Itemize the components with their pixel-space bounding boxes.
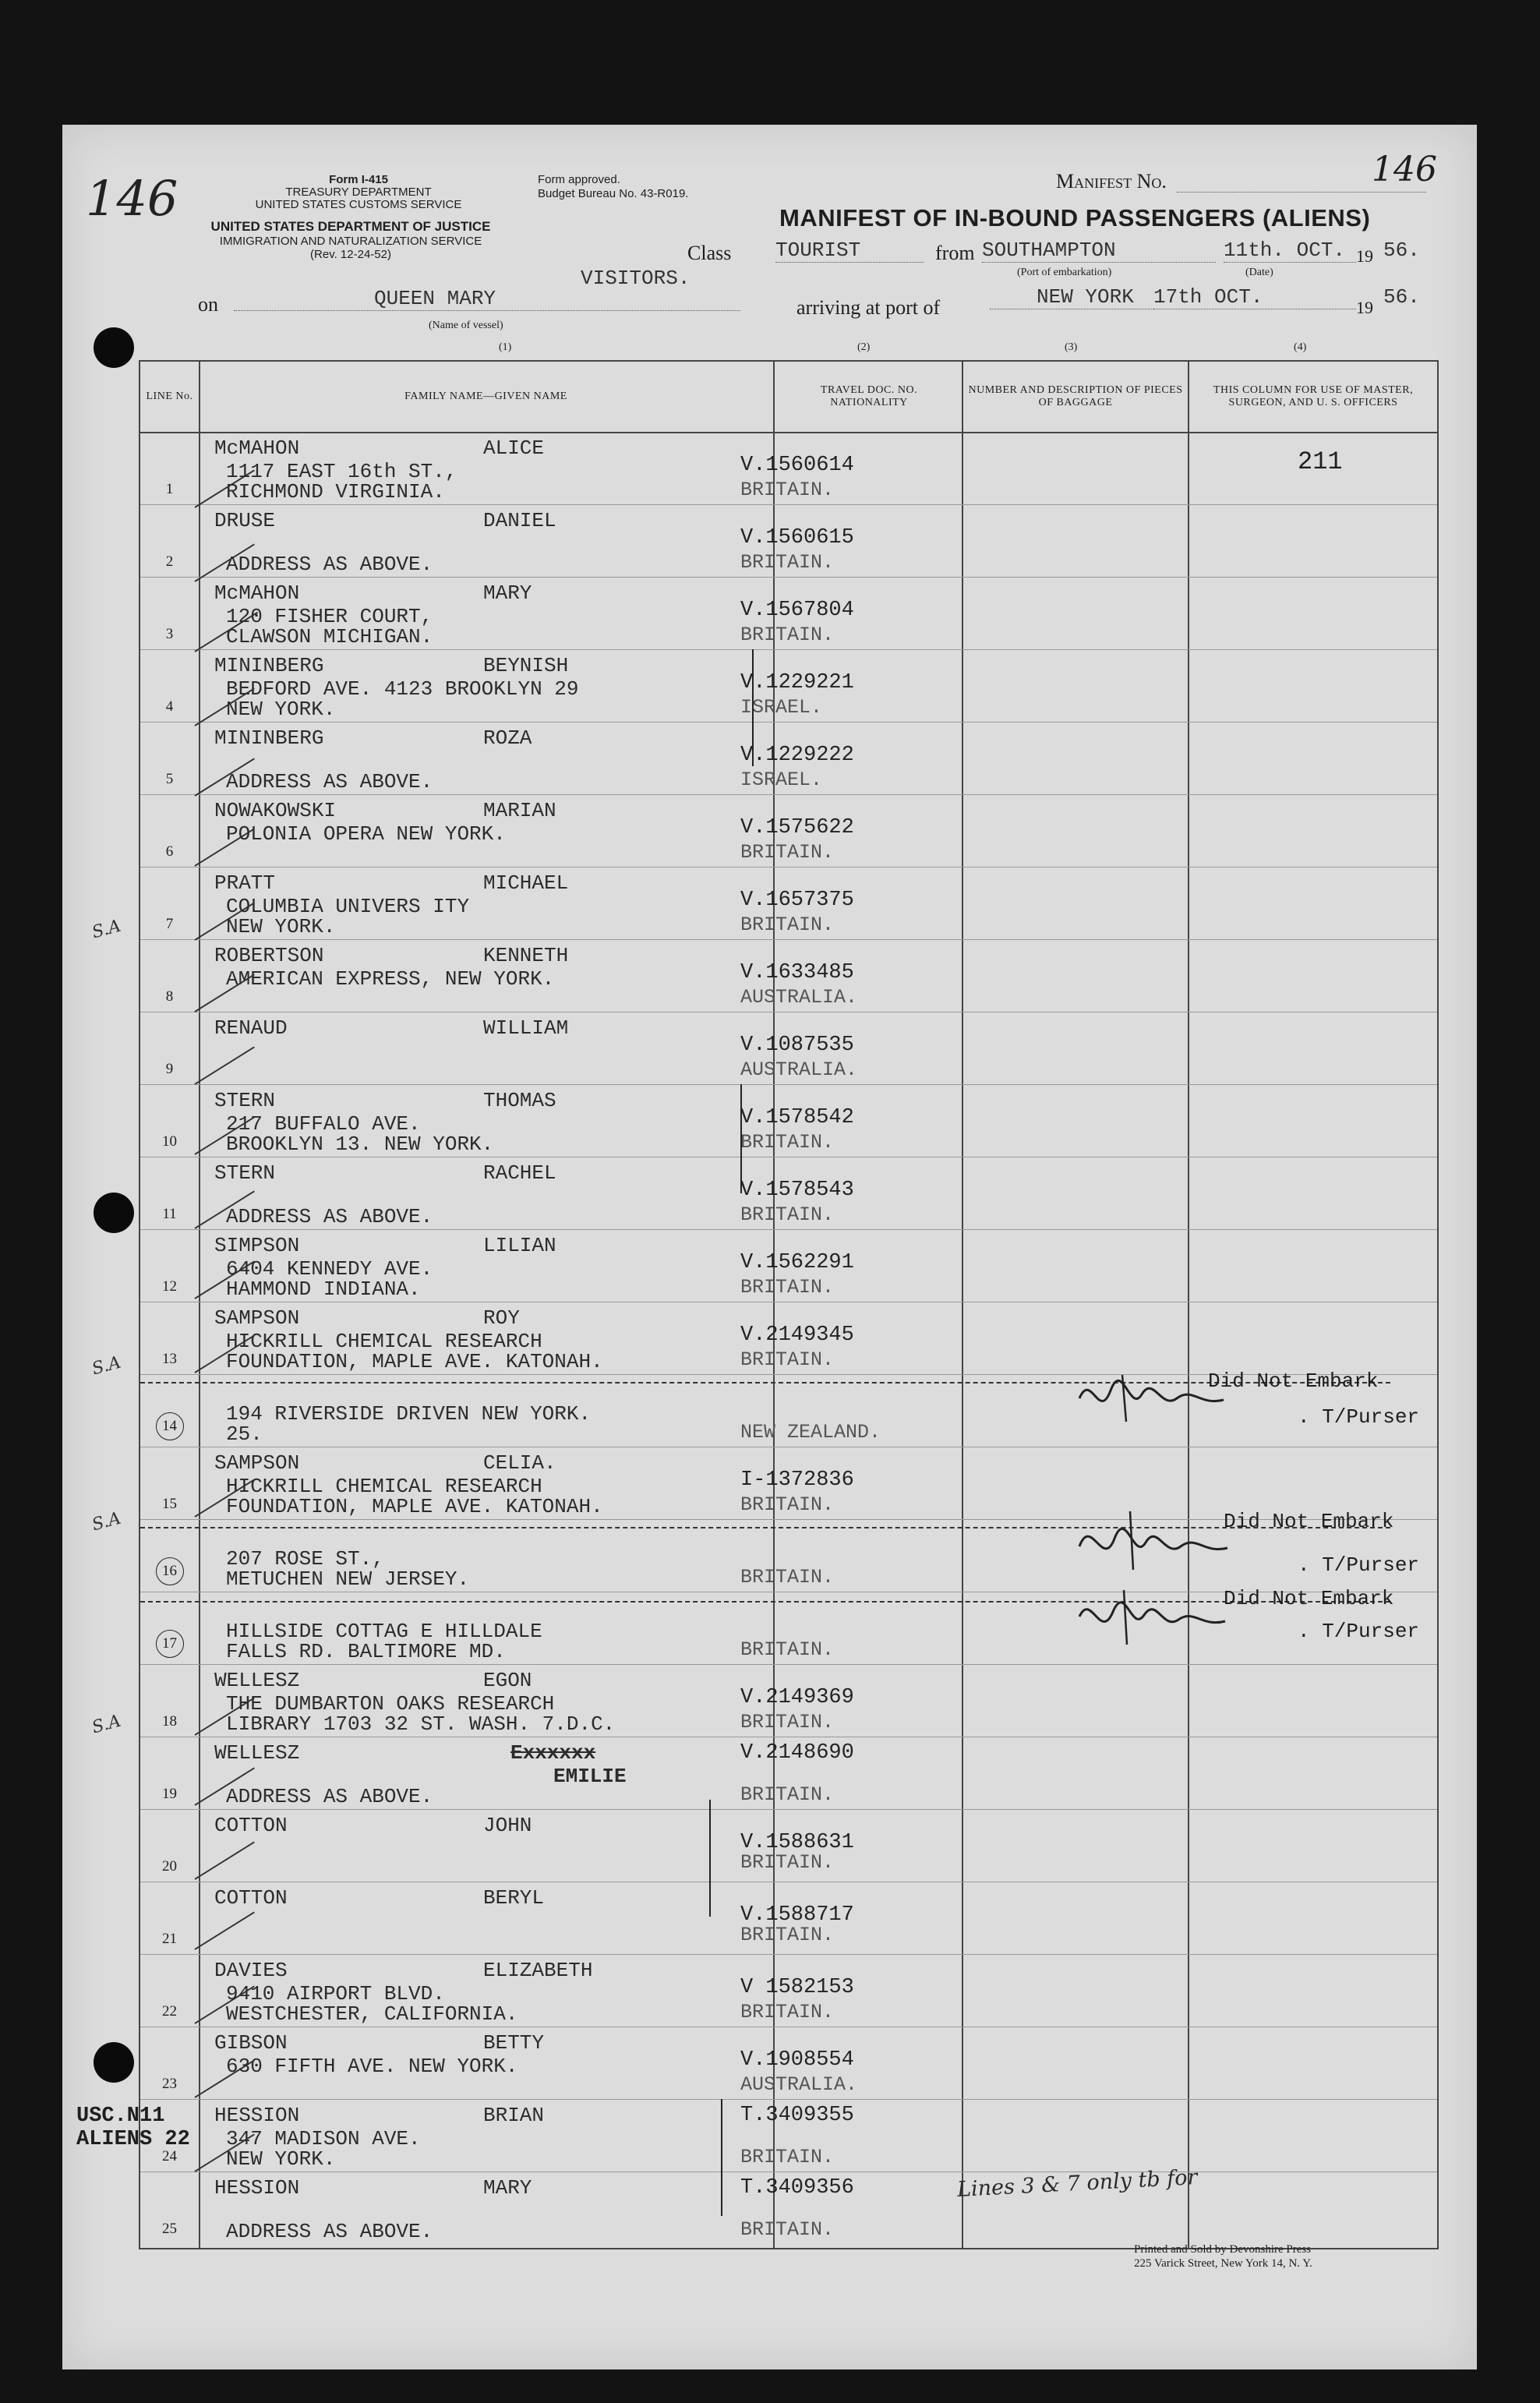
nationality: BRITAIN. (740, 841, 835, 864)
nationality: ISRAEL. (740, 769, 823, 791)
manifest-table (139, 360, 1439, 2249)
family-name: NOWAKOWSKI (214, 799, 337, 822)
family-name: MININBERG (214, 726, 324, 750)
table-row (140, 1809, 1437, 1882)
ins-service: IMMIGRATION AND NATURALIZATION SERVICE (219, 235, 482, 248)
given-name: ROZA (483, 726, 532, 750)
address-line-1: AMERICAN EXPRESS, NEW YORK. (226, 967, 555, 991)
family-name: HESSION (214, 2104, 300, 2127)
given-name: EGON (483, 1669, 532, 1692)
line-number: 25 (162, 2221, 177, 2237)
header-baggage: NUMBER AND DESCRIPTION OF PIECES OF BAGGAGE (968, 384, 1183, 408)
table-row (140, 2099, 1437, 2172)
line-number: 12 (162, 1278, 177, 1295)
visitors-label: VISITORS. (581, 267, 691, 290)
officer-note: 211 (1298, 447, 1343, 476)
table-row (140, 1510, 1437, 1592)
address-line-2: 25. (226, 1422, 263, 1446)
form-approved: Form approved. (538, 173, 620, 186)
form-number: Form I-415 (329, 173, 388, 186)
nationality: AUSTRALIA. (740, 1058, 858, 1081)
nationality: BRITAIN. (740, 1276, 835, 1299)
did-not-embark: Did Not Embark (1224, 1510, 1394, 1533)
margin-stamp-line2: ALIENS 22 (76, 2128, 190, 2151)
address-line-2: LIBRARY 1703 32 ST. WASH. 7.D.C. (226, 1712, 616, 1736)
address-line-1: HICKRILL CHEMICAL RESEARCH (226, 1330, 542, 1353)
line-number: 15 (162, 1496, 177, 1512)
header-name: FAMILY NAME—GIVEN NAME (404, 390, 567, 402)
family-name: GIBSON (214, 2031, 288, 2055)
travel-doc-number: V.1229222 (740, 744, 854, 767)
justice-dept: UNITED STATES DEPARTMENT OF JUSTICE (210, 219, 491, 234)
family-name: WELLESZ (214, 1741, 300, 1765)
class-value: TOURIST (775, 239, 924, 263)
given-name: BEYNISH (483, 654, 569, 677)
table-row (140, 1012, 1437, 1085)
address-line-1: THE DUMBARTON OAKS RESEARCH (226, 1692, 555, 1716)
line-number: 24 (162, 2148, 177, 2164)
family-name: STERN (214, 1089, 276, 1112)
nationality: AUSTRALIA. (740, 986, 858, 1009)
travel-doc-number: V.1657375 (740, 889, 854, 912)
table-row (140, 1882, 1437, 1955)
table-row (140, 722, 1437, 795)
travel-doc-number: T.3409355 (740, 2104, 854, 2127)
did-not-embark: Did Not Embark (1224, 1587, 1394, 1610)
manifest-number-line (1177, 192, 1426, 193)
arriving-label: arriving at port of (796, 296, 941, 319)
arrival-port: NEW YORK (990, 285, 1216, 309)
handwritten-note: Lines 3 & 7 only tb for (956, 2164, 1199, 2203)
address-line-2: RICHMOND VIRGINIA. (226, 480, 445, 504)
given-name: EMILIE (553, 1765, 627, 1788)
margin-side-mark: S.A (90, 1352, 123, 1380)
nationality: BRITAIN. (740, 1851, 835, 1874)
travel-doc-number: V.1560615 (740, 526, 854, 550)
table-row (140, 577, 1437, 650)
line-number: 13 (162, 1351, 177, 1367)
line-number: 3 (165, 626, 174, 642)
travel-doc-number: V.1575622 (740, 816, 854, 839)
address-line-2: HAMMOND INDIANA. (226, 1277, 421, 1301)
table-row (140, 1084, 1437, 1157)
line-number: 4 (165, 698, 174, 715)
printer-line-2: 225 Varick Street, New York 14, N. Y. (1134, 2257, 1312, 2270)
address-line-2: ADDRESS AS ABOVE. (226, 770, 433, 793)
col-number-1: (1) (499, 341, 512, 353)
travel-doc-number: V.1588717 (740, 1903, 854, 1927)
address-line-1: HICKRILL CHEMICAL RESEARCH (226, 1475, 542, 1498)
table-row (140, 867, 1437, 940)
given-name: THOMAS (483, 1089, 556, 1112)
family-name: PRATT (214, 871, 276, 895)
travel-doc-number: V 1582153 (740, 1976, 854, 1999)
given-name: MARIAN (483, 799, 556, 822)
purser-note: . T/Purser (1298, 1553, 1420, 1577)
nationality: NEW ZEALAND. (740, 1421, 881, 1444)
line-number: 8 (165, 988, 174, 1005)
header-travel-doc: TRAVEL DOC. NO. NATIONALITY (820, 384, 918, 408)
line-number: 21 (162, 1931, 177, 1947)
table-row (140, 939, 1437, 1012)
nationality: BRITAIN. (740, 624, 835, 646)
line-number-circled: 17 (140, 1630, 199, 1658)
given-name: ELIZABETH (483, 1959, 593, 1982)
address-line-2: NEW YORK. (226, 698, 336, 721)
purser-signature (1076, 1507, 1231, 1585)
nationality: BRITAIN. (740, 1493, 835, 1516)
year-1: 56. (1383, 239, 1420, 262)
address-line-1: 9410 AIRPORT BLVD. (226, 1982, 445, 2005)
year-2: 56. (1383, 285, 1420, 309)
line-number: 10 (162, 1133, 177, 1150)
address-line-2: NEW YORK. (226, 2147, 336, 2171)
family-name: McMAHON (214, 581, 300, 605)
family-name: COTTON (214, 1886, 288, 1910)
col-number-2: (2) (857, 341, 871, 353)
address-line-2: ADDRESS AS ABOVE. (226, 1785, 433, 1808)
class-label: Class (687, 242, 732, 264)
margin-side-mark: S.A (90, 1711, 123, 1738)
col-number-3: (3) (1065, 341, 1078, 353)
family-name: WELLESZ (214, 1669, 300, 1692)
nationality: BRITAIN. (740, 551, 835, 574)
nationality: ISRAEL. (740, 696, 823, 719)
given-name: DANIEL (483, 509, 556, 532)
nationality: BRITAIN. (740, 1348, 835, 1371)
address-line-2: FALLS RD. BALTIMORE MD. (226, 1640, 506, 1663)
family-name: STERN (214, 1161, 276, 1185)
address-line-2: WESTCHESTER, CALIFORNIA. (226, 2002, 518, 2026)
family-name: ROBERTSON (214, 944, 324, 967)
manifest-number: 146 (1372, 150, 1437, 189)
table-row (140, 2164, 1437, 2244)
table-row (140, 794, 1437, 868)
address-line-1: 347 MADISON AVE. (226, 2127, 421, 2150)
travel-doc-number: V.2148690 (740, 1741, 854, 1765)
year-prefix-2: 19 (1356, 298, 1373, 317)
address-line-1: POLONIA OPERA NEW YORK. (226, 822, 506, 846)
binder-hole-top (94, 327, 134, 368)
binder-hole-middle (94, 1193, 134, 1233)
address-line-2: ADDRESS AS ABOVE. (226, 553, 433, 576)
table-header (140, 362, 1437, 433)
col-number-4: (4) (1294, 341, 1307, 353)
travel-doc-number: V.1633485 (740, 961, 854, 984)
table-row (140, 432, 1437, 505)
line-number: 6 (165, 843, 174, 860)
given-name: ROY (483, 1306, 520, 1330)
address-line-2: BROOKLYN 13. NEW YORK. (226, 1133, 494, 1156)
travel-doc-number: V.1578542 (740, 1106, 854, 1129)
travel-doc-number: I-1372836 (740, 1468, 854, 1492)
address-line-2: ADDRESS AS ABOVE. (226, 1205, 433, 1228)
table-row (140, 1447, 1437, 1520)
address-line-2: CLAWSON MICHIGAN. (226, 625, 433, 648)
margin-side-mark: S.A (90, 1508, 123, 1535)
table-row (140, 1157, 1437, 1230)
table-row (140, 649, 1437, 723)
table-row (140, 1737, 1437, 1810)
given-name: CELIA. (483, 1451, 556, 1475)
address-line-2: ADDRESS AS ABOVE. (226, 2220, 433, 2243)
nationality: BRITAIN. (740, 1711, 835, 1733)
line-number: 19 (162, 1786, 177, 1802)
address-line-2: FOUNDATION, MAPLE AVE. KATONAH. (226, 1495, 603, 1518)
revision: (Rev. 12-24-52) (310, 248, 391, 261)
given-name: WILLIAM (483, 1016, 569, 1040)
nationality: BRITAIN. (740, 2146, 835, 2168)
nationality: BRITAIN. (740, 479, 835, 501)
family-name: DAVIES (214, 1959, 288, 1982)
on-label: on (198, 293, 218, 316)
header-line-no: LINE No. (146, 390, 193, 402)
given-name: MARY (483, 581, 532, 605)
travel-doc-number: V.1562291 (740, 1251, 854, 1274)
address-line-2: FOUNDATION, MAPLE AVE. KATONAH. (226, 1350, 603, 1373)
table-row (140, 1229, 1437, 1302)
family-name: RENAUD (214, 1016, 288, 1040)
line-number: 9 (165, 1061, 174, 1077)
address-line-1: 194 RIVERSIDE DRIVEN NEW YORK. (226, 1402, 592, 1426)
address-line-1: 1117 EAST 16th ST., (226, 460, 457, 483)
budget-bureau: Budget Bureau No. 43-R019. (538, 187, 689, 200)
address-line-1: BEDFORD AVE. 4123 BROOKLYN 29 (226, 677, 579, 701)
table-row (140, 1954, 1437, 2027)
table-row (140, 2027, 1437, 2100)
table-row (140, 1302, 1437, 1375)
date-caption: (Date) (1245, 267, 1273, 278)
travel-doc-number: V.1908554 (740, 2048, 854, 2072)
customs-service: UNITED STATES CUSTOMS SERVICE (255, 198, 462, 211)
nationality: BRITAIN. (740, 913, 835, 936)
nationality: BRITAIN. (740, 2218, 835, 2241)
travel-doc-number: V.2149369 (740, 1686, 854, 1709)
given-name: JOHN (483, 1814, 532, 1837)
arrival-date: 17th OCT. (1153, 285, 1356, 309)
printer-line-1: Printed and Sold by Devonshire Press (1134, 2243, 1312, 2256)
crossed-out-name: Exxxxxx (510, 1741, 596, 1765)
margin-stamp-line1: USC.N11 (76, 2104, 165, 2128)
departure-date: 11th. OCT. (1224, 239, 1356, 263)
travel-doc-number: V.1578543 (740, 1179, 854, 1202)
given-name: RACHEL (483, 1161, 556, 1185)
nationality: AUSTRALIA. (740, 2073, 858, 2096)
nationality: BRITAIN. (740, 1203, 835, 1226)
table-row (140, 1369, 1437, 1447)
family-name: HESSION (214, 2176, 300, 2200)
given-name: BERYL (483, 1886, 545, 1910)
travel-doc-number: V.2149345 (740, 1323, 854, 1347)
line-number-circled: 16 (140, 1557, 199, 1585)
purser-note: . T/Purser (1298, 1405, 1420, 1429)
did-not-embark: Did Not Embark (1208, 1369, 1379, 1393)
address-line-1: HILLSIDE COTTAG E HILLDALE (226, 1620, 542, 1643)
travel-doc-number: T.3409356 (740, 2176, 854, 2200)
given-name: BRIAN (483, 2104, 545, 2127)
nationality: BRITAIN. (740, 2001, 835, 2023)
family-name: SIMPSON (214, 1234, 300, 1257)
nationality: BRITAIN. (740, 1566, 835, 1588)
family-name: MININBERG (214, 654, 324, 677)
vessel-caption: (Name of vessel) (429, 320, 503, 331)
line-number: 5 (165, 771, 174, 787)
margin-page-number: 146 (86, 170, 178, 227)
year-prefix-1: 19 (1356, 246, 1373, 266)
family-name: COTTON (214, 1814, 288, 1837)
nationality: BRITAIN. (740, 1783, 835, 1806)
address-line-1: 217 BUFFALO AVE. (226, 1112, 421, 1136)
purser-note: . T/Purser (1298, 1620, 1420, 1643)
manifest-label: Manifest No. (1056, 170, 1167, 193)
line-number: 18 (162, 1713, 177, 1730)
family-name: SAMPSON (214, 1451, 300, 1475)
given-name: LILIAN (483, 1234, 556, 1257)
manifest-title: MANIFEST OF IN-BOUND PASSENGERS (ALIENS) (779, 204, 1371, 231)
given-name: MICHAEL (483, 871, 569, 895)
nationality: BRITAIN. (740, 1638, 835, 1661)
address-line-1: 6404 KENNEDY AVE. (226, 1257, 433, 1281)
nationality: BRITAIN. (740, 1131, 835, 1154)
given-name: KENNETH (483, 944, 569, 967)
travel-doc-number: V.1567804 (740, 599, 854, 622)
given-name: MARY (483, 2176, 532, 2200)
line-number-circled: 14 (140, 1412, 199, 1440)
line-number: 1 (165, 481, 174, 497)
travel-doc-number: V.1087535 (740, 1034, 854, 1057)
header-officers: THIS COLUMN FOR USE OF MASTER, SURGEON, AND U. S. OFFICERS (1213, 384, 1414, 408)
address-line-2: METUCHEN NEW JERSEY. (226, 1567, 470, 1591)
purser-signature (1076, 1585, 1231, 1656)
given-name: BETTY (483, 2031, 545, 2055)
travel-doc-number: V.1229221 (740, 671, 854, 694)
nationality: BRITAIN. (740, 1924, 835, 1946)
address-line-1: 207 ROSE ST., (226, 1547, 384, 1571)
address-line-2: NEW YORK. (226, 915, 336, 938)
family-name: SAMPSON (214, 1306, 300, 1330)
travel-doc-number: V.1588631 (740, 1831, 854, 1854)
address-line-1: 630 FIFTH AVE. NEW YORK. (226, 2055, 518, 2078)
port-embarkation: SOUTHAMPTON (982, 239, 1216, 263)
purser-signature (1076, 1367, 1231, 1437)
table-row (140, 1587, 1437, 1665)
table-row (140, 1664, 1437, 1737)
family-name: DRUSE (214, 509, 276, 532)
line-number: 11 (162, 1206, 177, 1222)
line-number: 20 (162, 1858, 177, 1875)
address-line-1: 120 FISHER COURT, (226, 605, 433, 628)
binder-hole-bottom (94, 2042, 134, 2083)
line-number: 7 (165, 916, 174, 932)
margin-side-mark: S.A (90, 916, 123, 943)
given-name: ALICE (483, 436, 545, 460)
treasury-dept: TREASURY DEPARTMENT (285, 186, 432, 199)
from-label: from (935, 242, 975, 264)
travel-doc-number: V.1560614 (740, 454, 854, 477)
line-number: 2 (165, 553, 174, 570)
vessel-name: QUEEN MARY (234, 287, 740, 311)
table-row (140, 504, 1437, 578)
family-name: McMAHON (214, 436, 300, 460)
address-line-1: COLUMBIA UNIVERS ITY (226, 895, 470, 918)
line-number: 22 (162, 2003, 177, 2020)
line-number: 23 (162, 2076, 177, 2092)
port-caption: (Port of embarkation) (1017, 267, 1112, 278)
